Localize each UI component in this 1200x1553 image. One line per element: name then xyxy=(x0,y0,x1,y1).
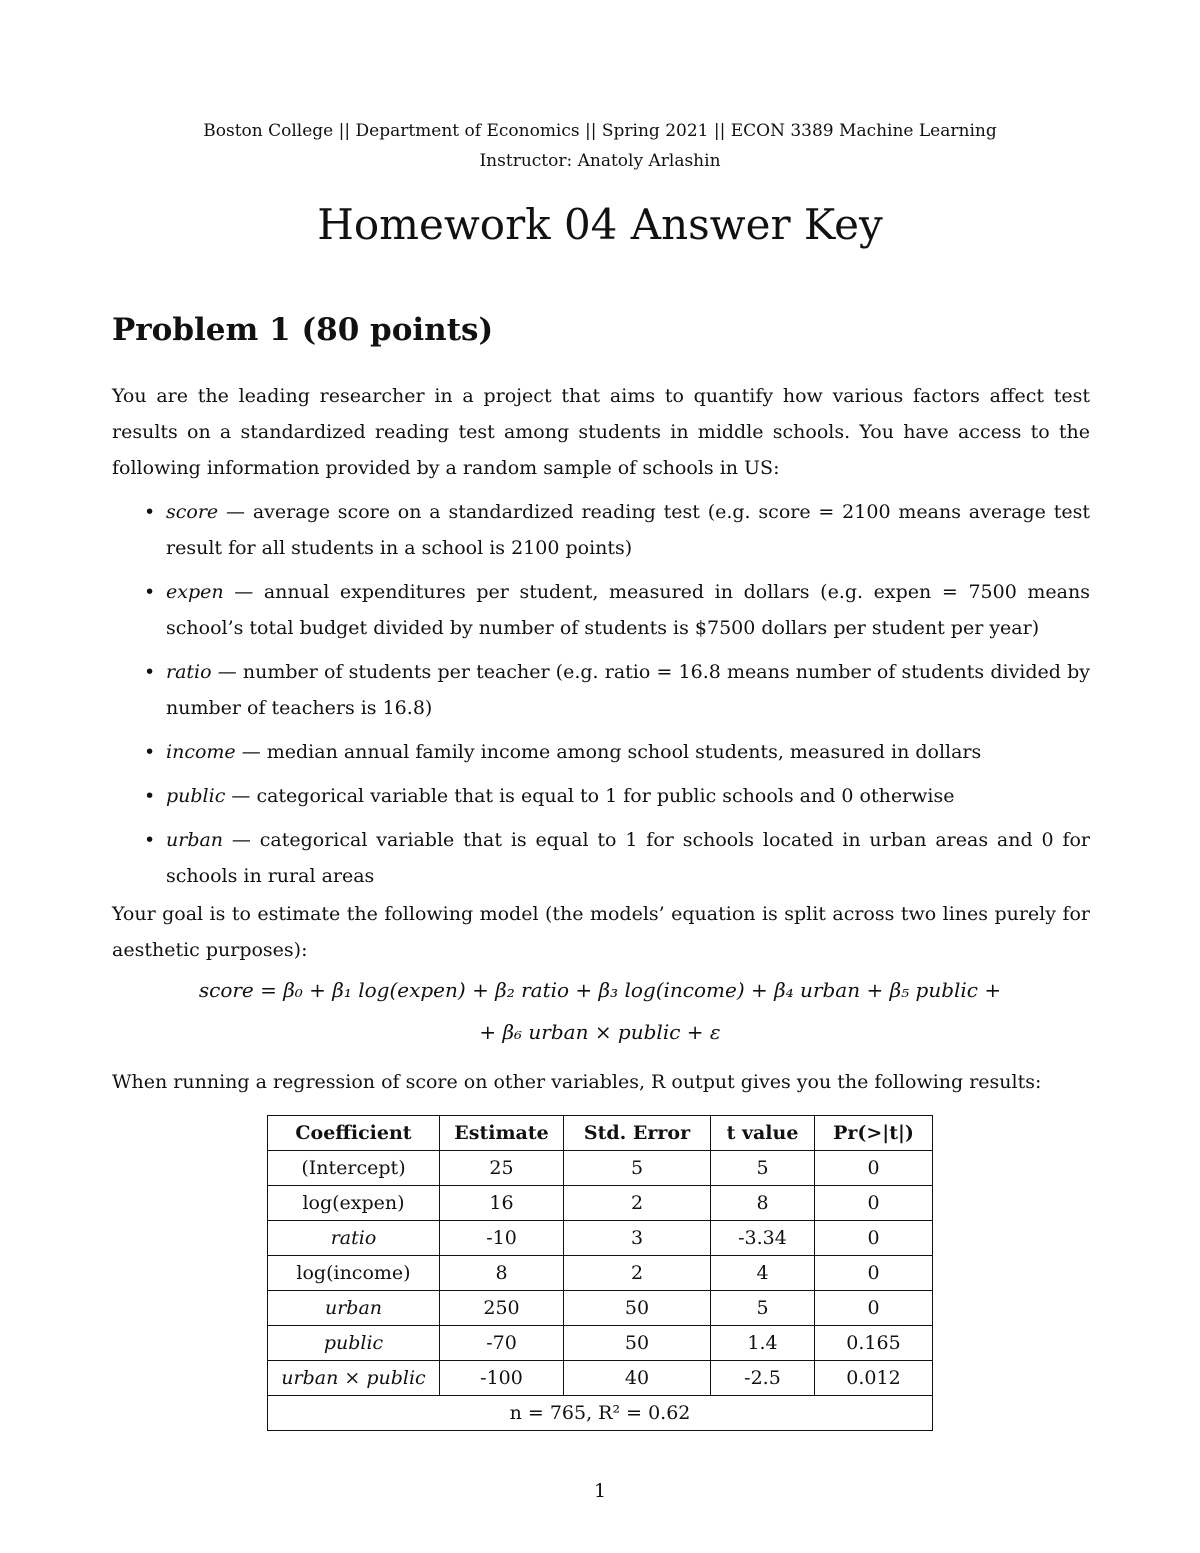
variable-item xyxy=(112,574,1090,646)
variable-name: public xyxy=(166,785,226,807)
column-header: Estimate xyxy=(440,1116,564,1151)
table-cell: 0.012 xyxy=(815,1361,933,1396)
table-cell: 8 xyxy=(440,1256,564,1291)
table-cell: log(expen) xyxy=(268,1186,440,1221)
variable-description: — number of students per teacher (e.g. ratio = 16.8 means number of students divided by number of teachers is 16.8) xyxy=(166,661,1090,719)
column-header: Std. Error xyxy=(564,1116,711,1151)
table-cell: 16 xyxy=(440,1186,564,1221)
table-cell: 250 xyxy=(440,1291,564,1326)
bullet-icon: • xyxy=(144,785,156,807)
variable-list xyxy=(112,494,1090,902)
variable-description: — categorical variable that is equal to 1 for public schools and 0 otherwise xyxy=(225,785,955,807)
table-cell: (Intercept) xyxy=(268,1151,440,1186)
table-footer-row xyxy=(268,1396,933,1431)
variable-name: income xyxy=(166,741,236,763)
table-cell: 0 xyxy=(815,1186,933,1221)
bullet-icon: • xyxy=(144,581,156,603)
table-cell: -100 xyxy=(440,1361,564,1396)
table-cell: 3 xyxy=(564,1221,711,1256)
table-row xyxy=(268,1256,933,1291)
variable-description: — average score on a standardized reading test (e.g. score = 2100 means average test result for all students in a school is 2100 points) xyxy=(166,501,1090,559)
table-cell: 5 xyxy=(711,1151,815,1186)
table-cell: 50 xyxy=(564,1326,711,1361)
table-cell: ratio xyxy=(268,1221,440,1256)
variable-item xyxy=(112,734,1090,770)
instructor-line: Instructor: Anatoly Arlashin xyxy=(479,151,721,171)
variable-description: — categorical variable that is equal to 1 for schools located in urban areas and 0 for schools in rural areas xyxy=(166,829,1090,887)
course-line: Boston College || Department of Economics || Spring 2021 || ECON 3389 Machine Learning xyxy=(203,121,997,141)
table-cell: urban xyxy=(268,1291,440,1326)
table-cell: 2 xyxy=(564,1256,711,1291)
bullet-icon: • xyxy=(144,741,156,763)
regression-table xyxy=(267,1115,933,1431)
bullet-icon: • xyxy=(144,661,156,683)
goal-paragraph: Your goal is to estimate the following model (the models’ equation is split across two lines purely for aesthetic purposes): xyxy=(112,903,1090,961)
table-cell: 8 xyxy=(711,1186,815,1221)
table-cell: 5 xyxy=(564,1151,711,1186)
table-cell: 50 xyxy=(564,1291,711,1326)
table-row xyxy=(268,1186,933,1221)
table-cell: -70 xyxy=(440,1326,564,1361)
bullet-icon: • xyxy=(144,829,156,851)
variable-item xyxy=(112,654,1090,726)
variable-description: — annual expenditures per student, measured in dollars (e.g. expen = 7500 means school’s total budget divided by number of students is $7500 dollars per student per year) xyxy=(166,581,1090,639)
table-row xyxy=(268,1151,933,1186)
table-cell: 2 xyxy=(564,1186,711,1221)
table-cell: urban × public xyxy=(268,1361,440,1396)
table-row xyxy=(268,1326,933,1361)
model-equation-line-2: + β₆ urban × public + ε xyxy=(479,1020,721,1044)
column-header: Coefficient xyxy=(268,1116,440,1151)
variable-item xyxy=(112,494,1090,566)
column-header: Pr(>|t|) xyxy=(815,1116,933,1151)
table-cell: 4 xyxy=(711,1256,815,1291)
table-cell: public xyxy=(268,1326,440,1361)
table-cell: -2.5 xyxy=(711,1361,815,1396)
table-cell: -3.34 xyxy=(711,1221,815,1256)
table-cell: 25 xyxy=(440,1151,564,1186)
table-cell: log(income) xyxy=(268,1256,440,1291)
table-cell: 0 xyxy=(815,1151,933,1186)
variable-name: expen xyxy=(166,581,224,603)
table-cell: 5 xyxy=(711,1291,815,1326)
variable-description: — median annual family income among school students, measured in dollars xyxy=(235,741,982,763)
bullet-icon: • xyxy=(144,501,156,523)
table-cell: -10 xyxy=(440,1221,564,1256)
intro-paragraph: You are the leading researcher in a project that aims to quantify how various factors affect test results on a standardized reading test among students in middle schools. You have access to the following information provided by a random sample of schools in US: xyxy=(112,385,1090,479)
variable-item xyxy=(112,778,1090,814)
table-header-row xyxy=(268,1116,933,1151)
table-cell: 40 xyxy=(564,1361,711,1396)
variable-item xyxy=(112,822,1090,894)
page-title: Homework 04 Answer Key xyxy=(317,200,883,249)
column-header: t value xyxy=(711,1116,815,1151)
table-row xyxy=(268,1291,933,1326)
table-cell: 0 xyxy=(815,1256,933,1291)
table-cell: 0 xyxy=(815,1291,933,1326)
page-number: 1 xyxy=(593,1480,607,1502)
table-row xyxy=(268,1361,933,1396)
variable-name: ratio xyxy=(166,661,212,683)
table-cell: 1.4 xyxy=(711,1326,815,1361)
table-cell: 0.165 xyxy=(815,1326,933,1361)
table-row xyxy=(268,1221,933,1256)
problem-heading: Problem 1 (80 points) xyxy=(112,312,494,348)
variable-name: urban xyxy=(166,829,224,851)
variable-name: score xyxy=(166,501,219,523)
regression-intro: When running a regression of score on other variables, R output gives you the following results: xyxy=(112,1071,1042,1093)
table-footer-cell: n = 765, R² = 0.62 xyxy=(268,1396,933,1431)
course-header xyxy=(0,116,1200,176)
model-equation-line-1: score = β₀ + β₁ log(expen) + β₂ ratio + β₃ log(income) + β₄ urban + β₅ public + xyxy=(198,978,1002,1002)
table-cell: 0 xyxy=(815,1221,933,1256)
